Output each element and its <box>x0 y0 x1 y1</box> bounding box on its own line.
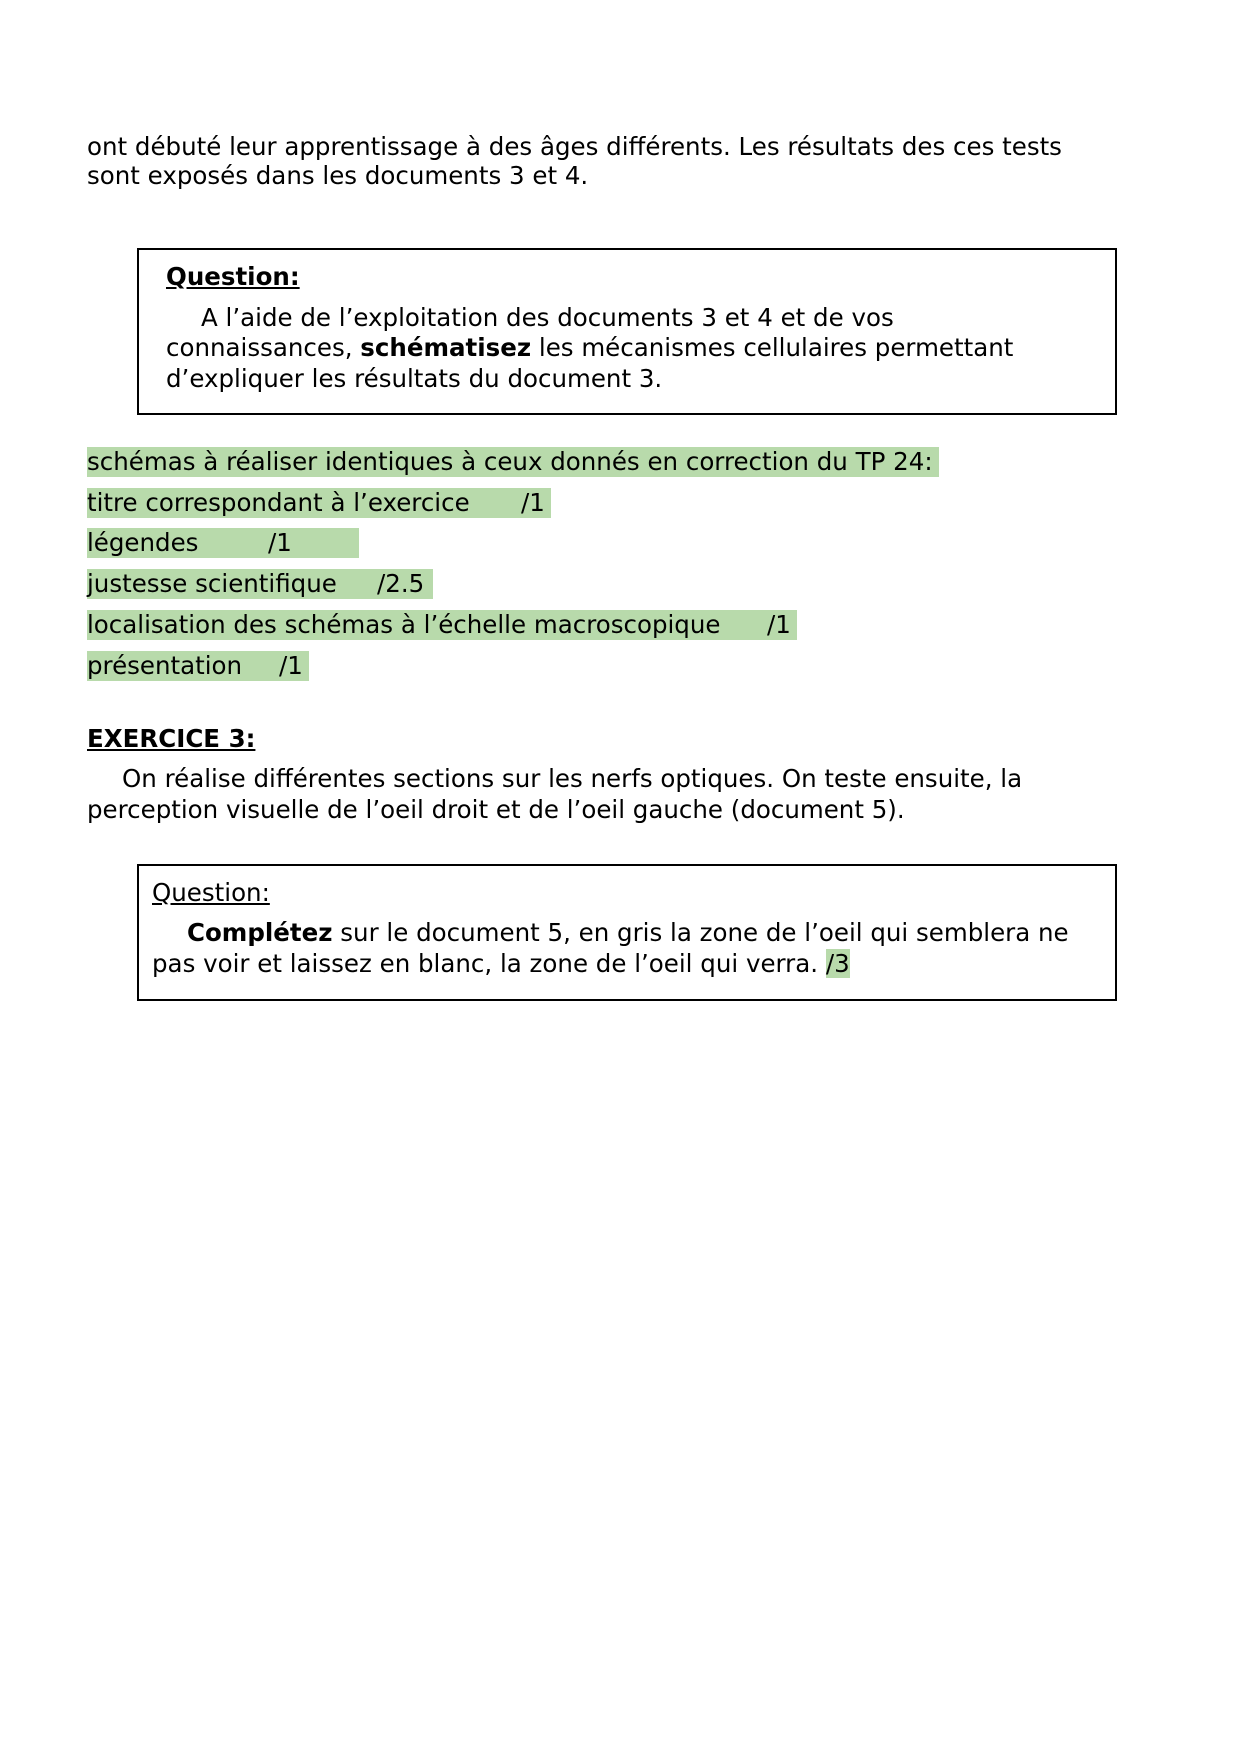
grading-item-score: /1 <box>767 610 791 639</box>
question-1-line-2: connaissances, schématisez les mécanismes cellulaires permettant <box>166 333 1014 362</box>
question-2-heading: Question: <box>152 878 270 907</box>
grading-item-label: justesse scientifique <box>87 569 337 598</box>
question-1-line-1: A l’aide de l’exploitation des documents 3 et 4 et de vos <box>201 303 894 332</box>
grading-item-score: /2.5 <box>377 569 425 598</box>
grading-item-score: /1 <box>279 651 303 680</box>
grading-item-label: titre correspondant à l’exercice <box>87 488 470 517</box>
question-1-line-3: d’expliquer les résultats du document 3. <box>166 364 663 393</box>
grading-item-label: présentation <box>87 651 243 680</box>
question-1-heading: Question: <box>166 262 300 291</box>
exercise-3-line-2: perception visuelle de l’oeil droit et de l’oeil gauche (document 5). <box>87 795 905 824</box>
grading-item-label: légendes <box>87 528 199 557</box>
grading-item <box>87 610 797 640</box>
grading-intro: schémas à réaliser identiques à ceux donnés en correction du TP 24: <box>87 447 939 477</box>
question-2-line-2: pas voir et laissez en blanc, la zone de l’oeil qui verra. /3 <box>152 949 850 978</box>
exercise-3-title: EXERCICE 3: <box>87 724 256 753</box>
question-2-line-1: Complétez sur le document 5, en gris la zone de l’oeil qui semblera ne <box>187 918 1069 947</box>
grading-item <box>87 528 359 558</box>
grading-item-score: /1 <box>268 528 292 557</box>
grading-item-label: localisation des schémas à l’échelle macroscopique <box>87 610 721 639</box>
question-2-score: /3 <box>825 949 850 978</box>
intro-line-1: ont débuté leur apprentissage à des âges différents. Les résultats des ces tests <box>87 132 1062 161</box>
exercise-3-line-1: On réalise différentes sections sur les nerfs optiques. On teste ensuite, la <box>122 764 1023 793</box>
grading-item <box>87 488 551 518</box>
grading-item-score: /1 <box>521 488 545 517</box>
intro-line-2: sont exposés dans les documents 3 et 4. <box>87 161 589 190</box>
grading-item <box>87 651 309 681</box>
grading-item <box>87 569 433 599</box>
